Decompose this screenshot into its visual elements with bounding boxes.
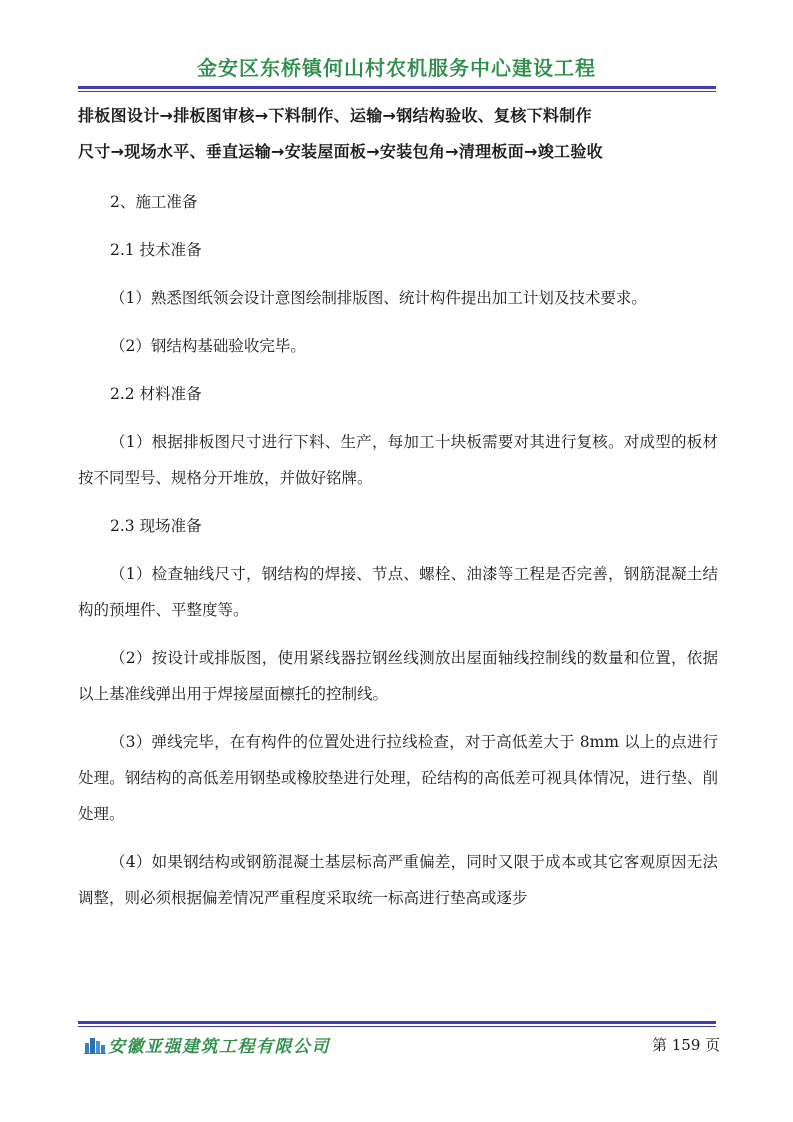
- document-body: [78, 98, 718, 928]
- paragraph-2-3-2: （2）按设计或排版图，使用紧线器拉钢丝线测放出屋面轴线控制线的数量和位置，依据以上基准线弹出用于焊接屋面檩托的控制线。: [78, 649, 718, 703]
- paragraph-2-3-4: （4）如果钢结构或钢筋混凝土基层标高严重偏差，同时又限于成本或其它客观原因无法调整，则必须根据偏差情况严重程度采取统一标高进行垫高或逐步: [78, 853, 718, 907]
- section-heading-2-2: 2.2 材料准备: [110, 385, 202, 403]
- header-divider: [78, 86, 716, 89]
- paragraph-2-1-2: （2）钢结构基础验收完毕。: [110, 337, 306, 355]
- paragraph-2-2-1: （1）根据排板图尺寸进行下料、生产，每加工十块板需要对其进行复核。对成型的板材按不同型号、规格分开堆放，并做好铭牌。: [78, 433, 718, 487]
- header-divider-thin: [78, 91, 716, 92]
- building-logo-icon: [84, 1036, 106, 1054]
- page-header-title: 金安区东桥镇何山村农机服务中心建设工程: [197, 56, 596, 80]
- page-number: 第 159 页: [652, 1036, 721, 1054]
- section-heading-2: 2、施工准备: [110, 193, 198, 211]
- process-flow-line-1: 排板图设计→排板图审核→下料制作、运输→钢结构验收、复核下料制作: [78, 106, 592, 125]
- footer-divider-thin: [78, 1026, 716, 1027]
- footer-divider: [78, 1021, 716, 1024]
- footer-company-name: 安徽亚强建筑工程有限公司: [108, 1037, 330, 1057]
- section-heading-2-3: 2.3 现场准备: [110, 517, 202, 535]
- process-flow-line-2: 尺寸→现场水平、垂直运输→安装屋面板→安装包角→清理板面→竣工验收: [78, 142, 603, 161]
- paragraph-2-3-1: （1）检查轴线尺寸，钢结构的焊接、节点、螺栓、油漆等工程是否完善，钢筋混凝土结构的预埋件、平整度等。: [78, 565, 718, 619]
- process-flow-text: [78, 98, 718, 170]
- paragraph-2-3-3: （3）弹线完毕，在有构件的位置处进行拉线检查，对于高低差大于 8mm 以上的点进行处理。钢结构的高低差用钢垫或橡胶垫进行处理，砼结构的高低差可视具体情况，进行垫、削处理。: [78, 733, 718, 823]
- paragraph-2-1-1: （1）熟悉图纸领会设计意图绘制排版图、统计构件提出加工计划及技术要求。: [110, 289, 647, 307]
- section-heading-2-1: 2.1 技术准备: [110, 241, 202, 259]
